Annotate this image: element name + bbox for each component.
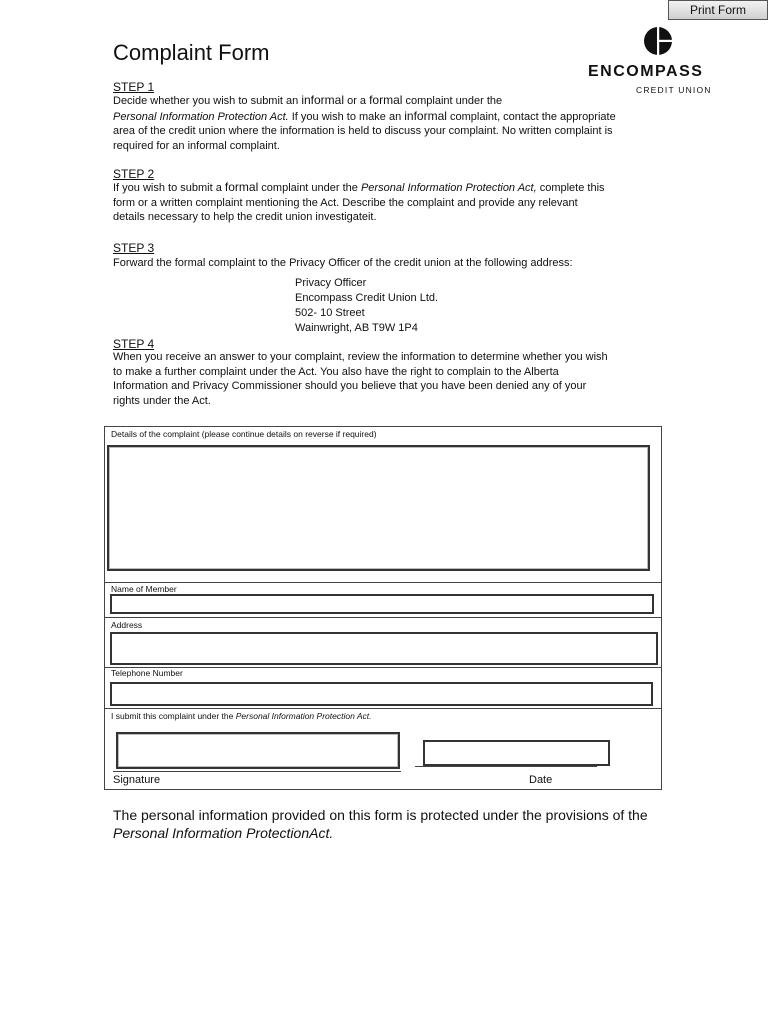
step3-heading: STEP 3 — [113, 241, 155, 255]
divider — [104, 667, 662, 668]
divider — [104, 617, 662, 618]
signature-input[interactable] — [116, 732, 400, 769]
date-input[interactable] — [423, 740, 610, 766]
brand-name: ENCOMPASS — [588, 63, 704, 80]
step4-heading: STEP 4 — [113, 337, 155, 351]
signature-label: Signature — [113, 774, 161, 786]
member-name-input[interactable] — [110, 594, 654, 614]
step3-text: Forward the formal complaint to the Privacy Officer of the credit union at the following address: — [113, 257, 573, 269]
address-input[interactable] — [110, 632, 658, 665]
address-label: Address — [111, 620, 143, 630]
divider — [104, 708, 662, 709]
page-title: Complaint Form — [113, 40, 270, 65]
step2-heading: STEP 2 — [113, 167, 155, 181]
details-textarea[interactable] — [107, 445, 650, 571]
telephone-input[interactable] — [110, 682, 653, 706]
privacy-notice: The personal information provided on this form is protected under the provisions of the Personal Information ProtectionAct. — [113, 807, 648, 841]
encompass-logo-icon — [643, 26, 673, 56]
date-label: Date — [529, 774, 553, 786]
signature-line — [113, 771, 401, 772]
telephone-label: Telephone Number — [111, 668, 183, 678]
print-form-button[interactable]: Print Form — [668, 0, 768, 20]
divider — [104, 582, 662, 583]
privacy-officer-address: Privacy Officer Encompass Credit Union Ltd. 502- 10 Street Wainwright, AB T9W 1P4 — [295, 277, 439, 334]
brand-subtitle: CREDIT UNION — [636, 85, 712, 95]
step4-text: When you receive an answer to your complaint, review the information to determine whether you wish to make a further complaint under the Act. You also have the right to complain to the Alberta Information and Privacy Commissioner should you believe that you have been denied any of your rights under the Act. — [113, 351, 608, 407]
step1-heading: STEP 1 — [113, 80, 155, 94]
step2-text: If you wish to submit a formal complaint under the Personal Information Protection Act, complete this form or a written complaint mentioning the Act. Describe the complaint and provide any relevant details necessary to help the credit union investigateit. — [113, 180, 605, 224]
date-line — [415, 766, 597, 767]
submit-statement: I submit this complaint under the Personal Information Protection Act. — [111, 711, 372, 721]
details-label: Details of the complaint (please continue details on reverse if required) — [111, 429, 377, 439]
name-label: Name of Member — [111, 584, 177, 594]
step1-text: Decide whether you wish to submit an informal or a formal complaint under the Personal Information Protection Act. If you wish to make an informal complaint, contact the appropriate area of the credit union where the information is held to discuss your complaint. No written complaint is required for an informal complaint. — [113, 93, 616, 152]
